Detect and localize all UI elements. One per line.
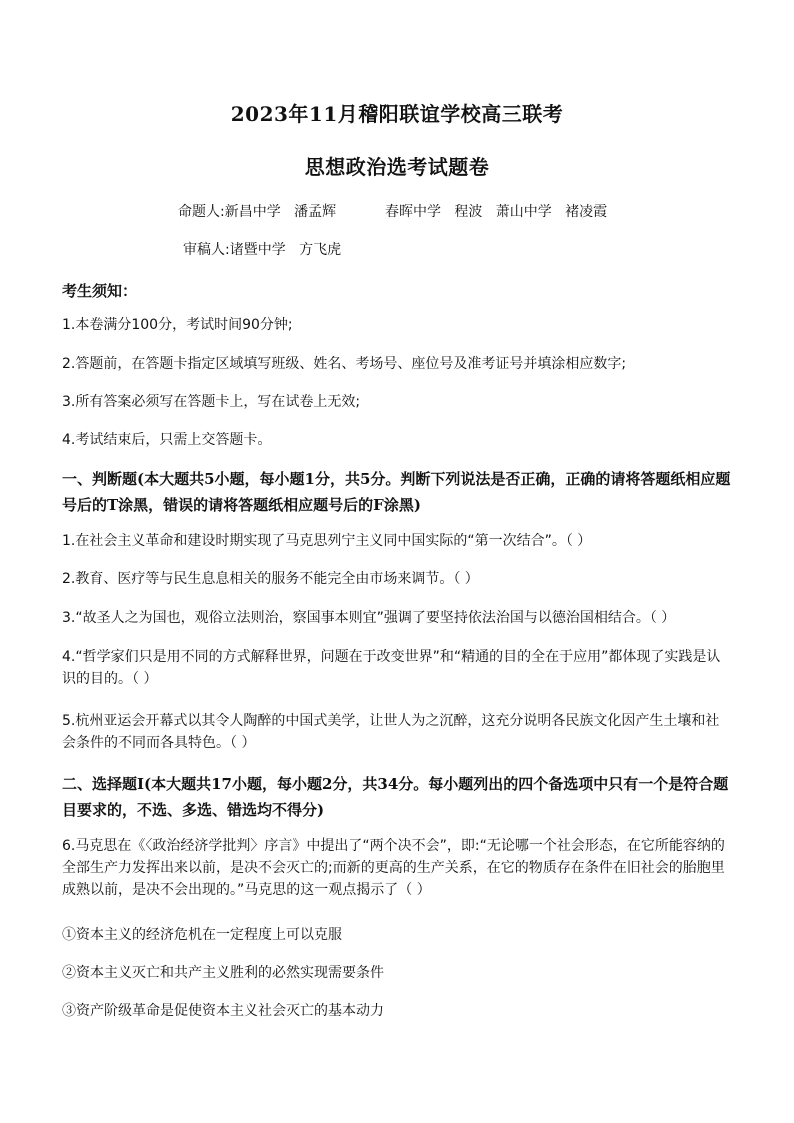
exam-title: 2023年11月稽阳联谊学校高三联考 [230, 102, 564, 126]
judgment-question: 1.在社会主义革命和建设时期实现了马克思列宁主义同中国实际的“第一次结合”。（ ） [62, 533, 592, 549]
authors-line: 命题人:新昌中学 潘孟辉 春晖中学 程波 萧山中学 褚凌霞 [178, 204, 608, 220]
notice-item: 3.所有答案必须写在答题卡上，写在试卷上无效; [62, 394, 361, 410]
section1-heading: 一、判断题(本大题共5小题，每小题1分，共5分。判断下列说法是否正确，正确的请将答题纸相应题号后的T涂黑，错误的请将答题纸相应题号后的F涂黑) [62, 470, 731, 514]
choice-option: ②资本主义灭亡和共产主义胜利的必然实现需要条件 [62, 965, 384, 981]
notice-item: 2.答题前，在答题卡指定区域填写班级、姓名、考场号、座位号及准考证号并填涂相应数字; [62, 356, 627, 372]
choice-option: ③资产阶级革命是促使资本主义社会灭亡的基本动力 [62, 1003, 384, 1019]
notice-heading: 考生须知： [62, 282, 138, 300]
reviewers-line: 审稿人:诸暨中学 方飞虎 [183, 242, 342, 258]
notice-item: 1.本卷满分100分，考试时间90分钟; [62, 317, 293, 333]
judgment-question: 5.杭州亚运会开幕式以其令人陶醉的中国式美学，让世人为之沉醉，这充分说明各民族文化因产生土壤和社会条件的不同而各具特色。（ ） [62, 713, 720, 751]
exam-subtitle: 思想政治选考试题卷 [304, 155, 490, 179]
section2-heading: 二、选择题Ⅰ(本大题共17小题，每小题2分，共34分。每小题列出的四个备选项中只有一个是符合题目要求的，不选、多选、错选均不得分) [62, 775, 729, 819]
judgment-question: 4.“哲学家们只是用不同的方式解释世界，问题在于改变世界”和“精通的目的全在于应用”都体现了实践是认识的目的。（ ） [62, 649, 721, 687]
notice-item: 4.考试结束后，只需上交答题卡。 [62, 432, 272, 448]
choice-option: ①资本主义的经济危机在一定程度上可以克服 [62, 927, 342, 943]
choice-question-6: 6.马克思在《〈政治经济学批判〉序言》中提出了“两个决不会”，即:“无论哪一个社会形态，在它所能容纳的全部生产力发挥出来以前，是决不会灭亡的;而新的更高的生产关系，在它的物质存在条件在旧社会的胎胞里成熟以前，是决不会出现的。”马克思的这一观点揭示了（ ） [62, 838, 725, 898]
judgment-question: 2.教育、医疗等与民生息息相关的服务不能完全由市场来调节。（ ） [62, 571, 479, 587]
judgment-question: 3.“故圣人之为国也，观俗立法则治，察国事本则宜”强调了要坚持依法治国与以德治国相结合。（ ） [62, 610, 676, 626]
